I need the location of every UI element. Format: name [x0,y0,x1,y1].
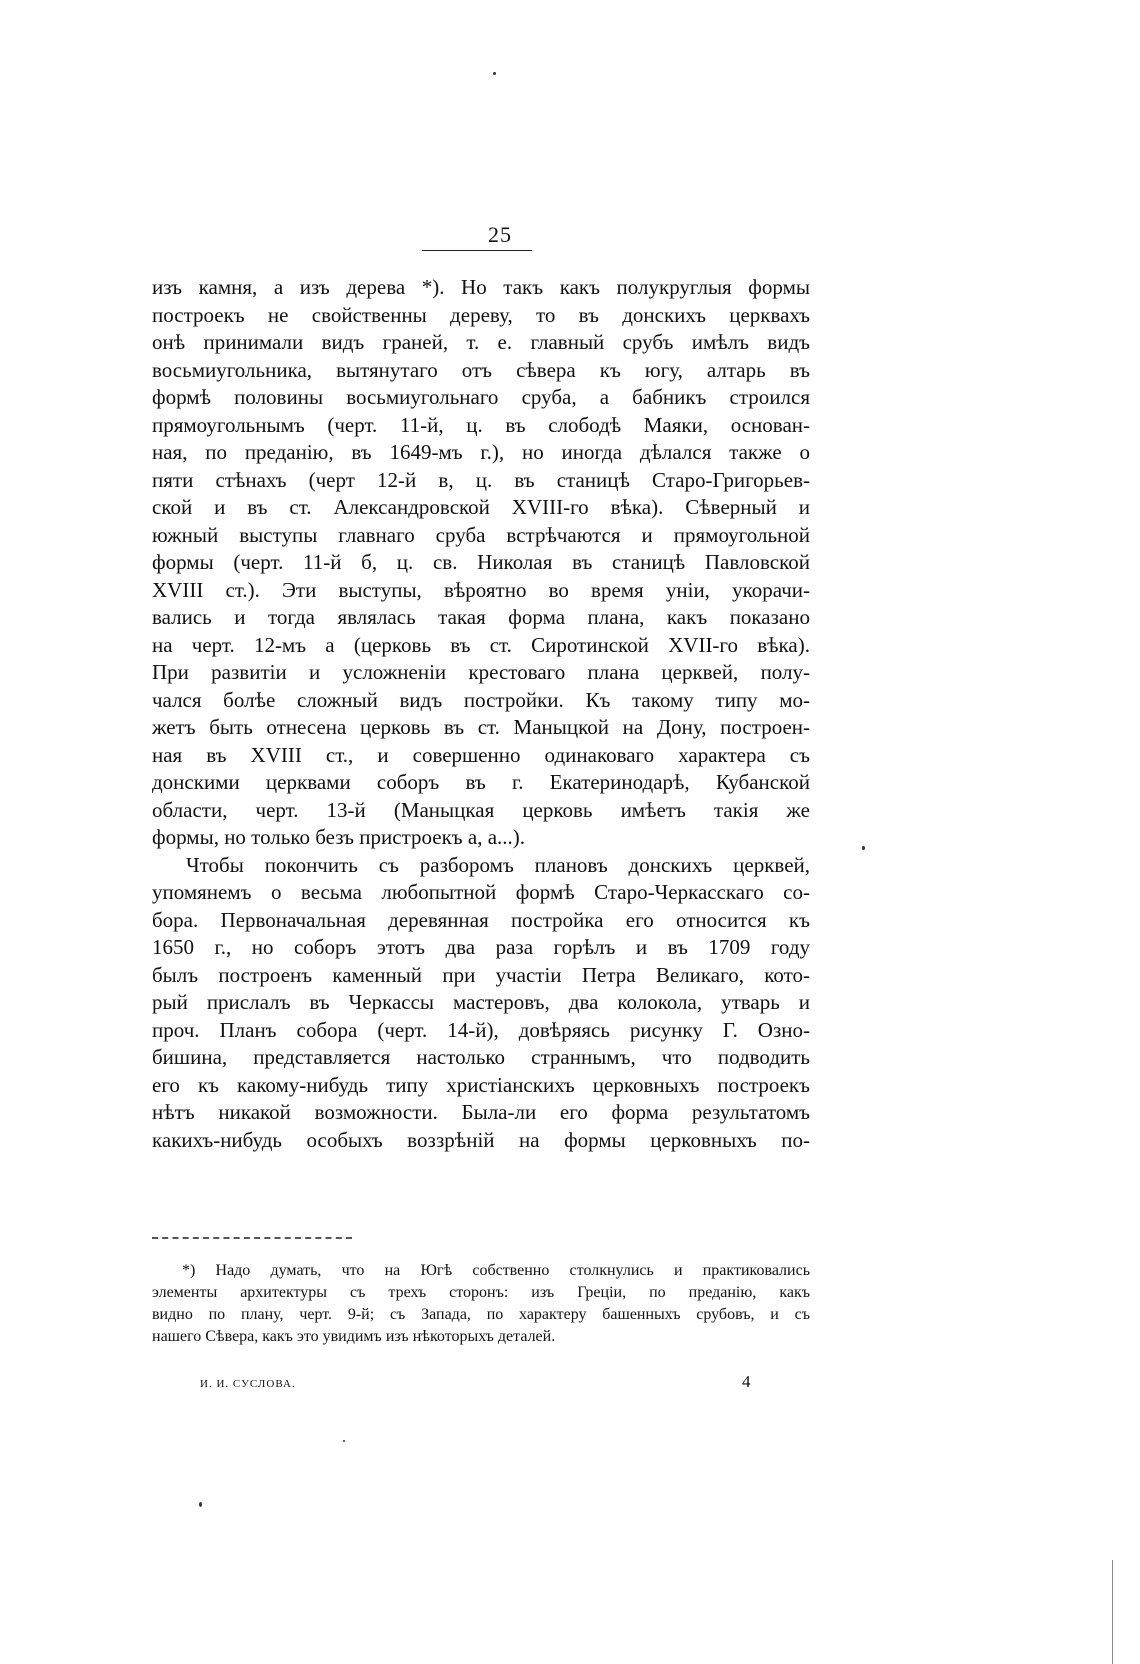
body-line: упомянемъ о весьма любопытной формѣ Старо-Черкасскаго со- [152,880,810,904]
body-line: южный выступы главнаго сруба встрѣчаются и прямоугольной [152,522,810,547]
footnote-rule [152,1237,352,1239]
footnote-line: элементы архитектуры съ трехъ сторонъ: изъ Греціи, по преданію, какъ [152,1284,810,1301]
footnote-line: нашего Сѣвера, какъ это увидимъ изъ нѣкоторыхъ деталей. [152,1328,556,1345]
body-line: построекъ не свойственны дереву, то въ донскихъ церквахъ [152,302,810,327]
body-line: Чтобы покончить съ разборомъ плановъ донскихъ церквей, [186,852,810,877]
body-line: чался болѣе сложный видъ постройки. Къ такому типу мо- [152,687,810,712]
sheet-number: 4 [742,1372,751,1391]
body-line: его къ какому-нибудь типу христіанскихъ церковныхъ построекъ [152,1072,810,1097]
body-line: формѣ половины восьмиугольнаго сруба, а бабникъ строился [152,385,810,409]
body-line: на черт. 12-мъ а (церковь въ ст. Сиротинской XVII-го вѣка). [152,632,810,657]
body-line: 1650 г., но соборъ этотъ два раза горѣлъ и въ 1709 году [152,935,810,959]
body-line: формы (черт. 11-й б, ц. св. Николая въ станицѣ Павловской [152,550,810,574]
body-text [152,274,810,1154]
body-line: жетъ быть отнесена церковь въ ст. Маныцкой на Дону, построен- [152,715,810,739]
body-line: рый прислалъ въ Черкассы мастеровъ, два колокола, утварь и [152,990,810,1014]
body-line: восьмиугольника, вытянутаго отъ сѣвера къ югу, алтарь въ [152,357,810,382]
page-number: 25 [488,222,512,247]
printer-signature: И. И. СУСЛОВА. [200,1378,296,1390]
body-line: XVIII ст.). Эти выступы, вѣроятно во время уніи, укорачи- [152,577,810,602]
body-line: проч. Планъ собора (черт. 14-й), довѣряясь рисунку Г. Озно- [152,1017,810,1042]
page-number-rule [422,250,532,251]
body-line: бора. Первоначальная деревянная постройка его относится къ [152,907,810,932]
body-line: ная, по преданію, въ 1649-мъ г.), но иногда дѣлался также о [152,440,810,464]
body-line: ная въ XVIII ст., и совершенно одинаковаго характера съ [152,742,810,767]
footnote-line: *) Надо думать, что на Югѣ собственно столкнулись и практиковались [182,1262,810,1279]
footnote-line: видно по плану, черт. 9-й; съ Запада, по характеру башенныхъ срубовъ, и съ [152,1306,810,1323]
body-line: вались и тогда являлась такая форма плана, какъ показано [152,605,810,629]
body-line: онѣ принимали видъ граней, т. е. главный срубъ имѣлъ видъ [152,330,810,354]
body-line: формы, но только безъ пристроекъ а, а...). [152,825,526,849]
body-line: бишина, представляется настолько страннымъ, что подводить [152,1045,810,1069]
footnote [152,1260,810,1348]
body-line: При развитіи и усложненіи крестоваго плана церквей, полу- [152,660,810,684]
body-line: области, черт. 13-й (Маныцкая церковь имѣетъ такія же [152,797,810,822]
body-line: былъ построенъ каменный при участіи Петра Великаго, кото- [152,962,810,987]
scan-speck [199,1502,202,1507]
scan-speck [343,1440,345,1442]
scan-speck [493,72,496,75]
body-line: прямоугольнымъ (черт. 11-й, ц. въ слободѣ Маяки, основан- [152,412,810,437]
body-line: донскими церквами соборъ въ г. Екатеринодарѣ, Кубанской [152,770,810,794]
scan-edge-line [1112,1560,1113,1664]
body-line: ской и въ ст. Александровской XVIII-го вѣка). Сѣверный и [152,495,810,519]
body-line: изъ камня, а изъ дерева *). Но такъ какъ полукруглыя формы [152,275,810,299]
scan-speck [862,846,865,850]
body-line: пяти стѣнахъ (черт 12-й в, ц. въ станицѣ Старо-Григорьев- [152,467,810,492]
body-line: нѣтъ никакой возможности. Была-ли его форма результатомъ [152,1100,810,1124]
body-line: какихъ-нибудь особыхъ воззрѣній на формы церковныхъ по- [152,1127,810,1152]
